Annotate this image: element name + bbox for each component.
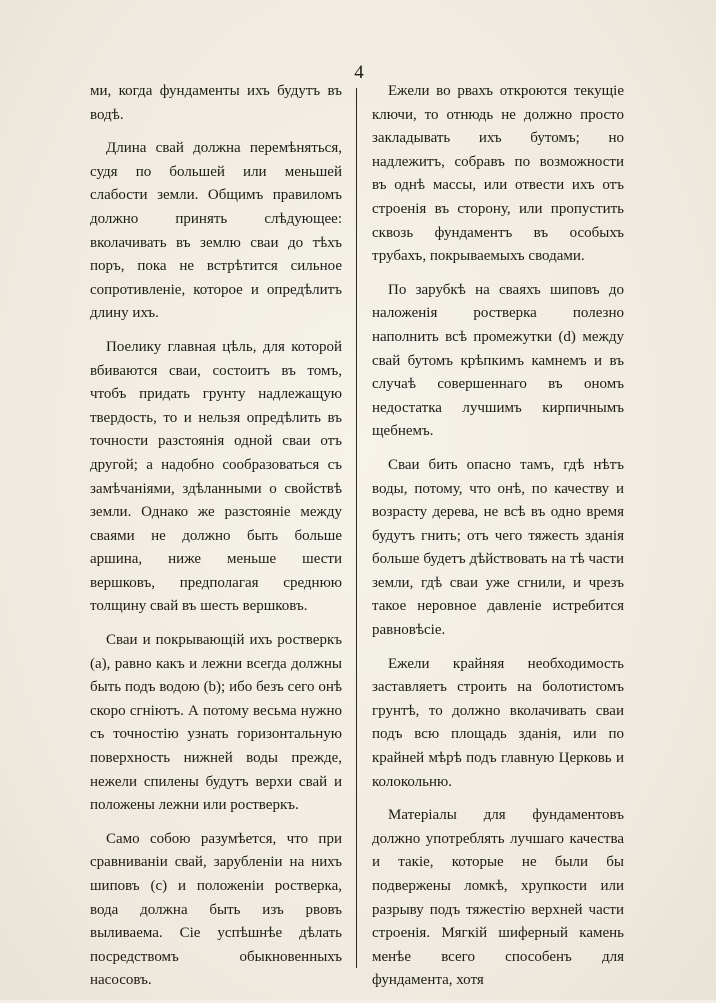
paragraph: Само собою разумѣется, что при сравниваніи свай, зарубленіи на нихъ шиповъ (c) и положеніи ростверка, вода должна быть изъ рвовъ выливаема. Сіе успѣшнѣе дѣлать посредствомъ обыкновенныхъ насосовъ. [90, 830, 342, 989]
paragraph: По зарубкѣ на сваяхъ шиповъ до наложенія ростверка полезно наполнить всѣ промежутки (d) между свай бутомъ крѣпкимъ камнемъ и въ случаѣ совершеннаго въ ономъ недостатка лучшимъ кирпичнымъ щебнемъ. [372, 281, 624, 440]
paragraph: Ежели крайняя необходимость заставляетъ строить на болотистомъ грунтѣ, то должно вколачивать сваи подъ всю площадь зданія, или по крайней мѣрѣ подъ главную Церковь и колокольню. [372, 655, 624, 790]
paragraph: Поелику главная цѣль, для которой вбиваются сваи, состоитъ въ томъ, чтобъ придать грунту надлежащую твердость, то и нельзя опредѣлить въ точности разстоянія одной сваи отъ другой; а надобно сообразоваться съ замѣчаніями, здѣланными о свойствѣ земли. Однако же разстояніе между сваями не должно быть больше аршина, ниже меньше шести вершковъ, предполагая среднюю толщину свай въ шесть вершковъ. [90, 338, 342, 615]
column-divider [356, 88, 357, 968]
page-number: 4 [354, 62, 364, 83]
paragraph: Ежели во рвахъ откроются текущіе ключи, то отнюдь не должно просто закладывать ихъ бутомъ; но надлежитъ, собравъ по возможности въ однѣ массы, или отвести ихъ отъ строенія въ сторону, или пропустить сквозь фундаментъ въ особыхъ трубахъ, покрываемыхъ сводами. [372, 83, 624, 265]
paragraph: Сваи бить опасно тамъ, гдѣ нѣтъ воды, потому, что онѣ, по качеству и возрасту дерева, не всѣ въ одно время будутъ гнить; отъ чего тяжесть зданія больше будетъ дѣйствовать на тѣ части земли, гдѣ сваи уже сгнили, и чрезъ такое неровное давленіе истребится равновѣсіе. [372, 456, 624, 639]
paragraph: Матеріалы для фундаментовъ должно употреблять лучшаго качества и такіе, которые не были бы подвержены ломкѣ, хрупкости или разрыву подъ тяжестію верхней части строенія. Мягкій шиферный камень менѣе всего способенъ для фундамента, хотя [372, 807, 624, 989]
right-column [372, 80, 624, 1003]
paragraph: ми, когда фундаменты ихъ будутъ въ водѣ. [90, 83, 342, 123]
paragraph: Сваи и покрывающій ихъ ростверкъ (a), равно какъ и лежни всегда должны быть подъ водою (b); ибо безъ сего онѣ скоро сгніютъ. А потому весьма нужно съ точностію узнать горизонтальную поверхность нижней воды прежде, нежели спилены будутъ верхи свай и положены лежни или ростверкъ. [90, 632, 342, 814]
left-column [90, 80, 342, 1003]
paragraph: Длина свай должна перемѣняться, судя по большей или меньшей слабости земли. Общимъ правиломъ должно принять слѣдующее: вколачивать въ землю сваи до тѣхъ поръ, пока не встрѣтится сильное сопротивленіе, которое и опредѣлитъ длину ихъ. [90, 140, 342, 322]
